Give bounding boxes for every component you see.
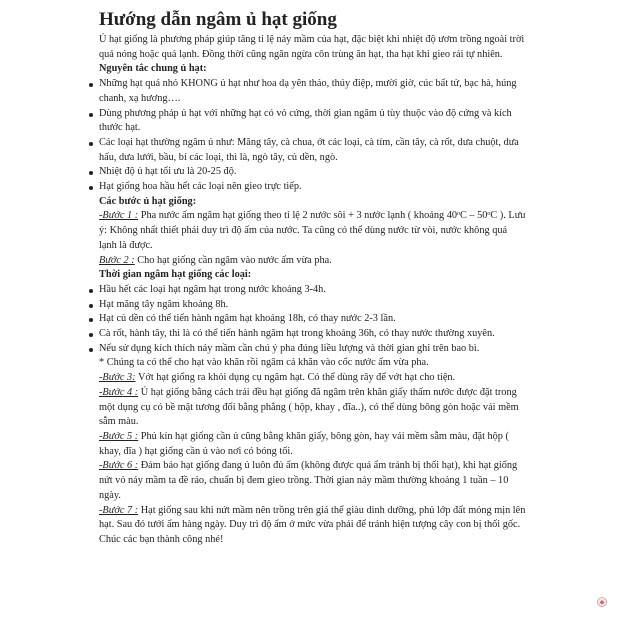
principles-list	[99, 77, 527, 195]
step-6-label: -Bước 6 :	[99, 460, 139, 472]
step-4	[99, 386, 527, 430]
list-item: Các loại hạt thường ngâm ủ như: Măng tây, cà chua, ớt các loại, cà tím, cần tây, cà rốt, dưa chuột, dưa hấu, dưa lưới, bầu, bí các loại, thì là, ngò tây, củ dền, ngò.	[99, 136, 527, 165]
step-7-text: Hạt giống sau khi nứt mầm nên trồng trên giá thể giàu dinh dưỡng, phủ lớp đất mỏng mịn lên hạt. Sau đó tưới ẩm hàng ngày. Duy trì độ ẩm ở mức vừa phải để tránh hiện tượng cây con bị thối gốc.	[99, 504, 526, 531]
list-item: Hạt măng tây ngâm khoảng 8h.	[99, 298, 527, 313]
step-7-label: -Bước 7 :	[99, 504, 139, 516]
step-1	[99, 209, 527, 253]
step-5-label: -Bước 5 :	[99, 430, 139, 442]
step-4-text: Ủ hạt giống bằng cách trải đều hạt giống đã ngâm trên khăn giấy thấm nước được đặt trong một dụng cụ có bề mặt tương đối bằng phẳng ( hộp, khay , đĩa..), có thể dùng bông gòn hoặc vải mềm sẫm màu.	[99, 386, 519, 428]
principles-heading: Nguyên tắc chung ủ hạt:	[99, 63, 207, 75]
step-1-text: Pha nước ấm ngâm hạt giống theo tỉ lệ 2 nước sôi + 3 nước lạnh ( khoảng 40ᵒC – 50ᵒC ). Lưu ý: Không nhất thiết phải duy trì độ ấm của nước. Ta cũng có thể dùng nước từ vòi, nước không quá lạnh là được.	[99, 210, 526, 251]
step-3-label: -Bước 3:	[99, 372, 136, 384]
list-item: Hạt củ dền có thể tiến hành ngâm hạt khoảng 18h, có thay nước 2-3 lần.	[99, 312, 527, 327]
step-2	[99, 254, 527, 269]
step-4-label: -Bước 4 :	[99, 386, 139, 398]
step-3-text: Vớt hạt giống ra khỏi dụng cụ ngâm hạt. Có thể dùng rây để vớt hạt cho tiện.	[135, 372, 456, 384]
steps-heading: Các bước ủ hạt giống:	[99, 195, 197, 207]
list-item: Những hạt quá nhỏ KHONG ủ hạt như hoa dạ yên thảo, thúy điệp, mười giờ, cúc bất tử, bạc hà, húng chanh, xạ hương….	[99, 77, 527, 106]
step-6	[99, 459, 527, 503]
list-item: Nhiệt độ ủ hạt tối ưu là 20-25 độ.	[99, 165, 527, 180]
document-title: Hướng dẫn ngâm ủ hạt giống	[99, 9, 337, 30]
list-item: Hầu hết các loại hạt ngâm hạt trong nước khoảng 3-4h.	[99, 283, 527, 298]
step-6-text: Đảm bảo hạt giống đang ủ luôn đủ ẩm (không được quá ẩm tránh bị thối hạt), khi hạt giống nứt vỏ nảy mầm ta đề ráo, chuẩn bị đem gieo trồng. Thời gian nảy mầm thường khoảng 1 tuần – 10 ngày.	[99, 460, 518, 501]
list-item: Dùng phương pháp ủ hạt với những hạt có vỏ cứng, thời gian ngâm ủ tùy thuộc vào độ cứng và kích thước hạt.	[99, 107, 527, 136]
note: * Chúng ta có thể cho hạt vào khăn rồi ngâm cả khăn vào cốc nước ấm vừa pha.	[99, 357, 429, 369]
document	[99, 9, 527, 548]
seal-icon	[597, 597, 607, 607]
step-2-text: Cho hạt giống cần ngâm vào nước ấm vừa pha.	[134, 254, 332, 266]
step-3	[99, 371, 527, 386]
intro-paragraph: Ủ hạt giống là phương pháp giúp tăng tỉ lệ nảy mầm của hạt, đặc biệt khi nhiệt độ ươm trồng ngoài trời quá nóng hoặc quá lạnh. Đồng thời cũng ngăn ngừa côn trùng ăn hạt, tha hạt khi gieo rải tự nhiên.	[99, 34, 525, 60]
list-item: Nếu sử dụng kích thích nảy mầm cần chú ý pha đúng liều lượng và thời gian ghi trên bao bì.	[99, 342, 527, 357]
time-heading: Thời gian ngâm hạt giống các loại:	[99, 269, 252, 281]
step-2-label: Bước 2 :	[99, 254, 135, 266]
step-5	[99, 430, 527, 459]
times-list	[99, 283, 527, 357]
step-7	[99, 504, 527, 533]
closing-line: Chúc các bạn thành công nhé!	[99, 533, 224, 545]
list-item: Cà rốt, hành tây, thì là có thể tiến hành ngâm hạt trong khoảng 36h, có thay nước thường xuyên.	[99, 327, 527, 342]
step-5-text: Phủ kín hạt giống cần ủ cũng bằng khăn giấy, bông gòn, hay vải mềm sẫm màu, đặt hộp ( khay, đĩa ) hạt giống cần ủ vào nơi có bóng tối.	[99, 430, 509, 457]
list-item: Hạt giống hoa hầu hết các loại nên gieo trực tiếp.	[99, 180, 527, 195]
step-1-label: -Bước 1 :	[99, 210, 139, 222]
